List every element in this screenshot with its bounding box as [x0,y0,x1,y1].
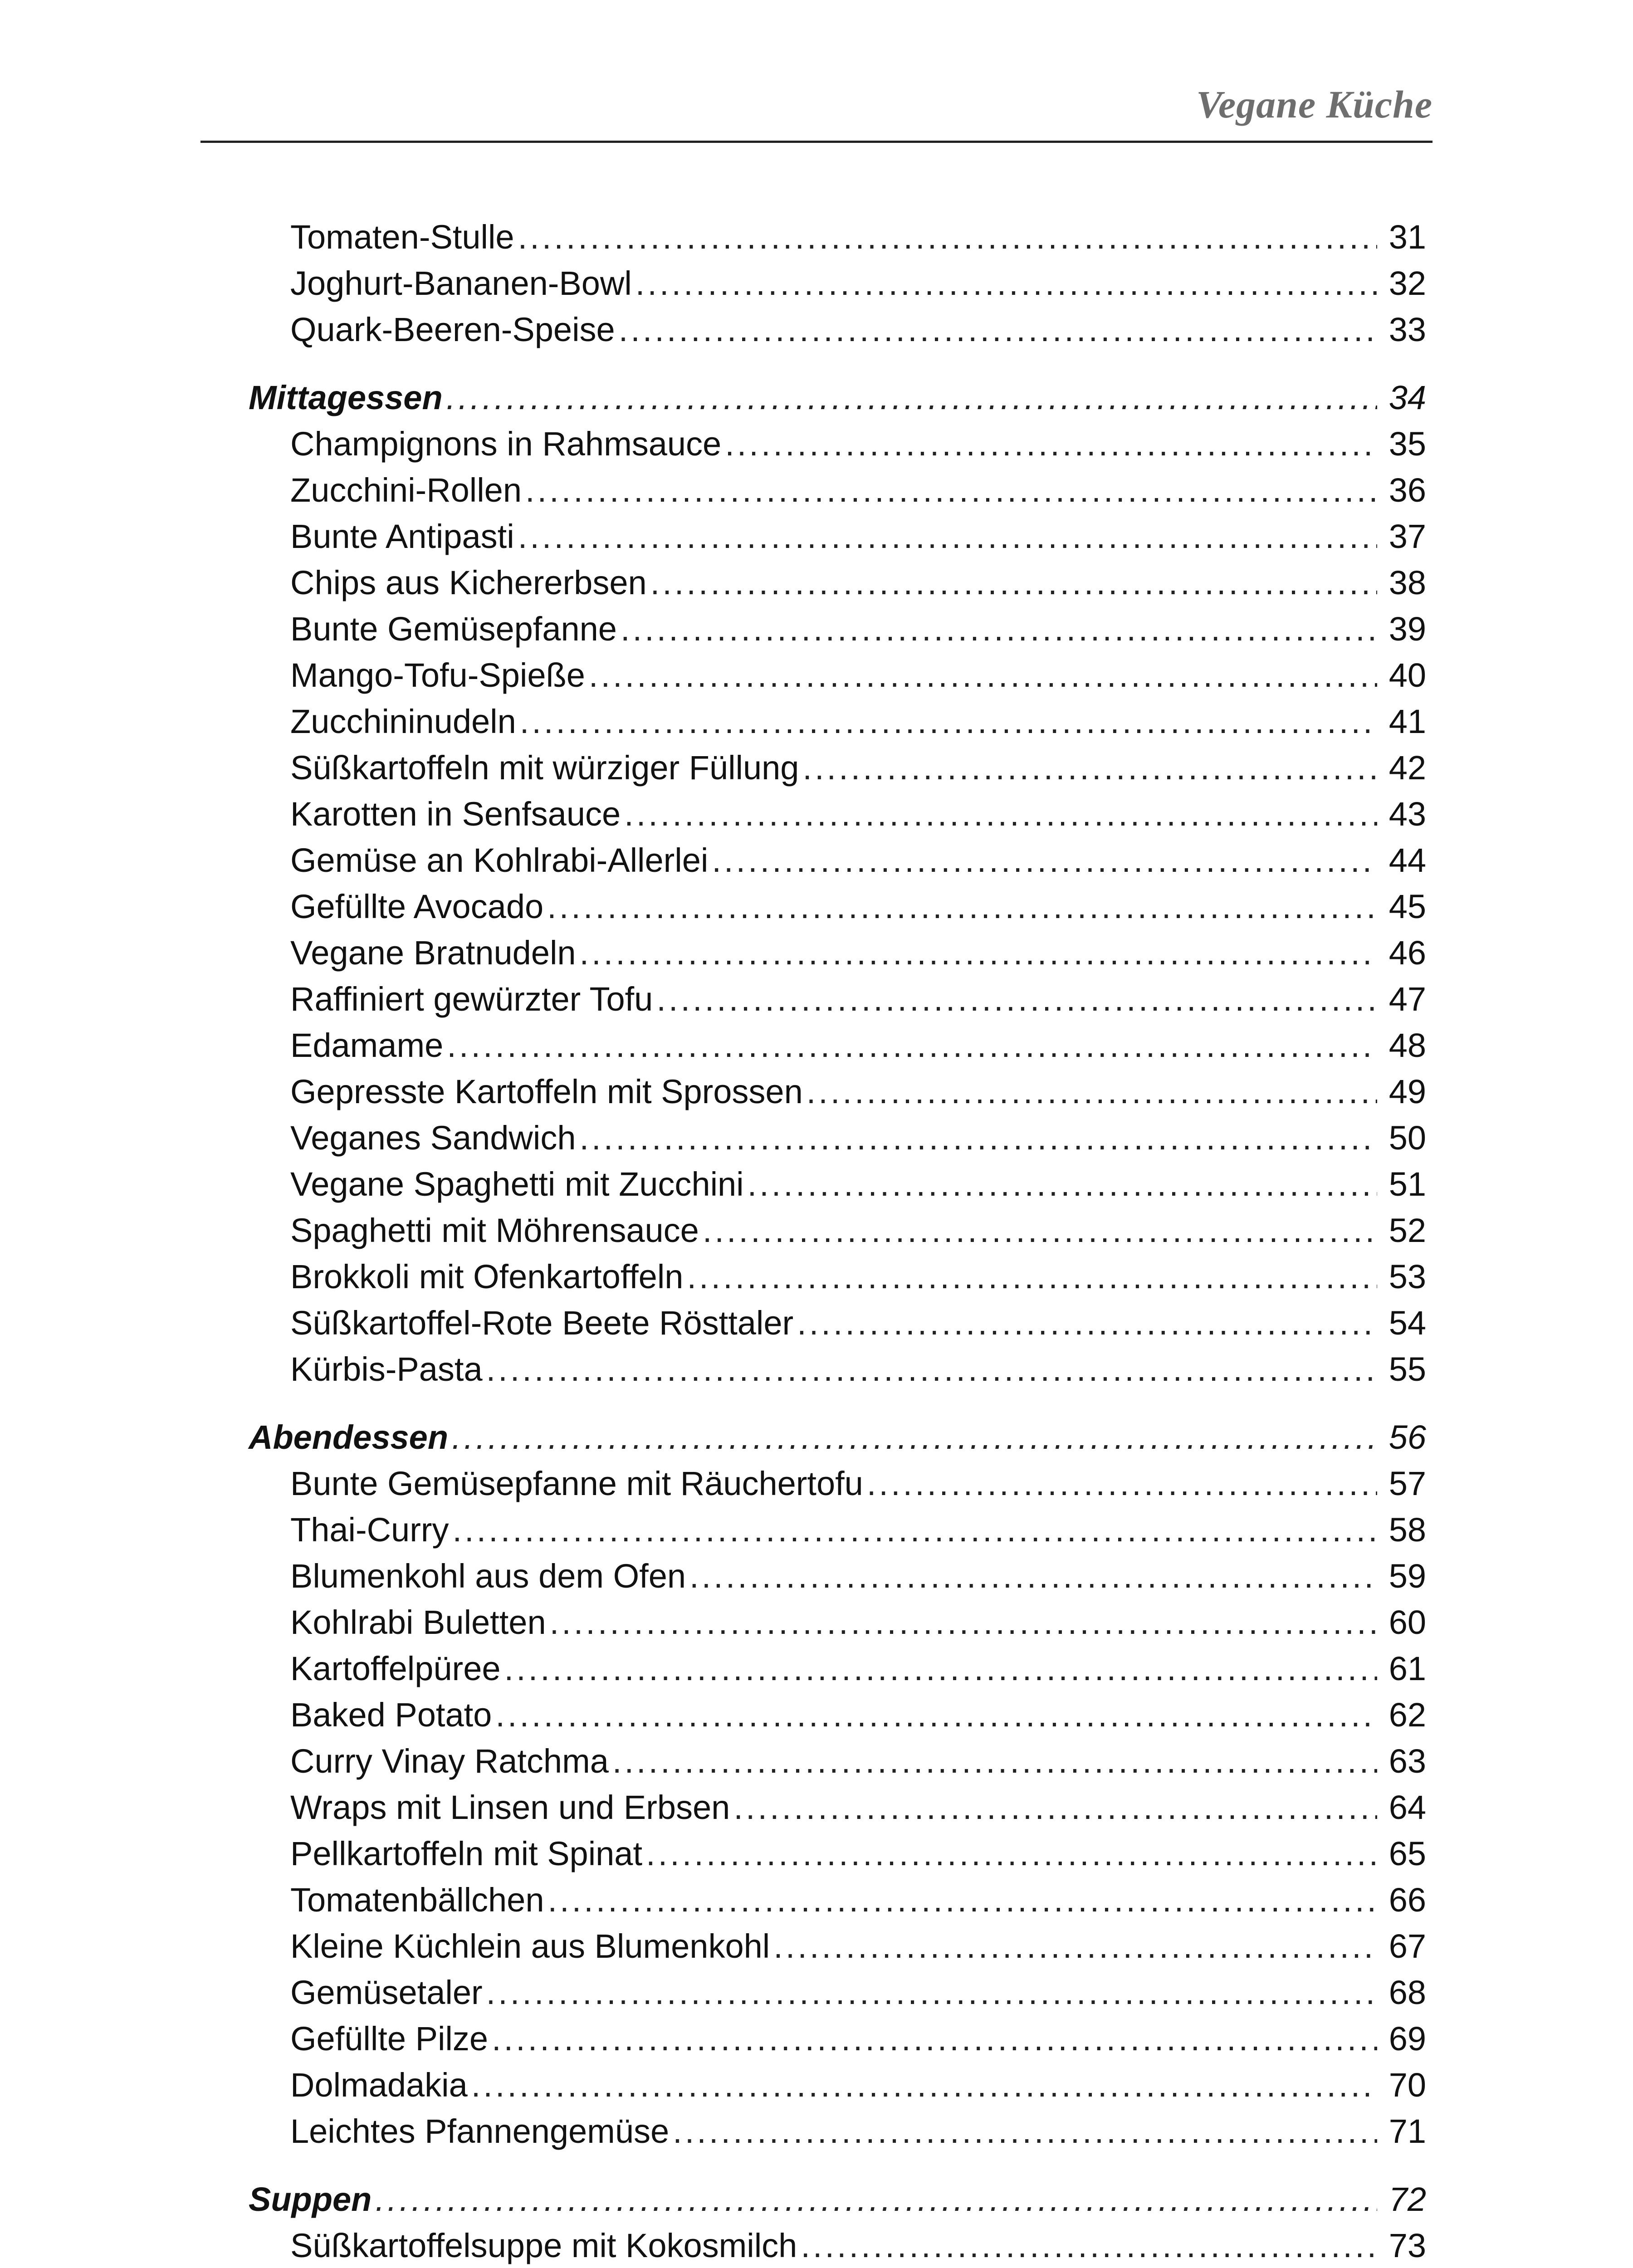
toc-entry-title: Edamame [290,1022,447,1069]
toc-page-number: 33 [1389,311,1426,348]
dot-leader [504,1646,1377,1692]
toc-entry[interactable] [249,837,1426,884]
toc-entry[interactable] [249,791,1426,837]
toc-page-number: 47 [1389,980,1426,1018]
toc-entry-title: Dolmadakia [290,2062,471,2108]
toc-entry[interactable] [249,513,1426,560]
running-header-title: Vegane Küche [1196,83,1433,126]
dot-leader [486,1346,1377,1393]
toc-page-number: 46 [1389,934,1426,972]
toc-page-number: 37 [1389,518,1426,555]
toc-entry-title: Kleine Küchlein aus Blumenkohl [290,1923,773,1970]
dot-leader [492,2016,1377,2062]
dot-leader [801,2223,1377,2268]
toc-page-number: 64 [1389,1789,1426,1826]
toc-entry[interactable] [249,467,1426,513]
toc-page-number: 60 [1389,1603,1426,1641]
toc-page-number: 68 [1389,1974,1426,2011]
toc-entry-title: Bunte Gemüsepfanne [290,606,621,652]
toc-entry-title: Tomatenbällchen [290,1877,548,1923]
toc-page-number: 61 [1389,1650,1426,1687]
toc-page-number: 63 [1389,1742,1426,1780]
dot-leader [446,375,1377,421]
toc-entry-title: Pellkartoffeln mit Spinat [290,1831,646,1877]
toc-page-number: 42 [1389,749,1426,787]
toc-entry-title: Gefüllte Pilze [290,2016,492,2062]
toc-entry[interactable] [249,1507,1426,1553]
toc-entry[interactable] [249,1300,1426,1346]
toc-entry[interactable] [249,1069,1426,1115]
dot-leader [495,1692,1377,1738]
toc-entry[interactable] [249,745,1426,791]
toc-entry-title: Curry Vinay Ratchma [290,1738,612,1784]
toc-page-number: 39 [1389,610,1426,648]
toc-page-number: 51 [1389,1165,1426,1203]
toc-page-number: 72 [1389,2180,1426,2218]
dot-leader [612,1738,1377,1784]
toc-entry[interactable] [249,1692,1426,1738]
toc-page-number: 49 [1389,1073,1426,1110]
toc-entry[interactable] [249,2223,1426,2268]
dot-leader [547,884,1377,930]
dot-leader [687,1254,1377,1300]
toc-page-number: 65 [1389,1835,1426,1872]
toc-entry[interactable] [249,884,1426,930]
dot-leader [579,1115,1377,1161]
toc-entry-title: Kürbis-Pasta [290,1346,486,1393]
dot-leader [773,1923,1377,1970]
dot-leader [802,745,1377,791]
dot-leader [867,1461,1377,1507]
dot-leader [471,2062,1377,2108]
dot-leader [621,606,1377,652]
toc-entry-title: Zucchini-Rollen [290,467,525,513]
toc-entry-title: Kartoffelpüree [290,1646,504,1692]
dot-leader [452,1507,1377,1553]
toc-page-number: 73 [1389,2227,1426,2264]
dot-leader [733,1784,1377,1831]
toc-page-number: 54 [1389,1304,1426,1342]
toc-entry[interactable] [249,1646,1426,1692]
toc-entry[interactable] [249,1877,1426,1923]
toc-entry-title: Süßkartoffelsuppe mit Kokosmilch [290,2223,801,2268]
dot-leader [452,1414,1377,1461]
toc-entry[interactable] [249,1022,1426,1069]
table-of-contents [249,214,1426,2268]
toc-entry[interactable] [249,1207,1426,1254]
toc-entry[interactable] [249,976,1426,1022]
toc-entry-title: Vegane Bratnudeln [290,930,580,976]
toc-page-number: 52 [1389,1212,1426,1249]
dot-leader [656,976,1377,1022]
dot-leader [580,930,1377,976]
toc-entry-title: Bunte Gemüsepfanne mit Räuchertofu [290,1461,867,1507]
toc-page-number: 32 [1389,264,1426,302]
dot-leader [619,307,1377,353]
dot-leader [624,791,1377,837]
toc-entry-title: Süßkartoffeln mit würziger Füllung [290,745,802,791]
toc-section-title: Mittagessen [249,375,446,421]
dot-leader [712,837,1377,884]
toc-entry-title: Veganes Sandwich [290,1115,579,1161]
dot-leader [689,1553,1377,1599]
toc-entry[interactable] [249,606,1426,652]
toc-entry[interactable] [249,421,1426,467]
dot-leader [550,1599,1377,1646]
toc-entry[interactable] [249,699,1426,745]
toc-entry[interactable] [249,307,1426,353]
toc-page-number: 58 [1389,1511,1426,1549]
toc-entry-title: Thai-Curry [290,1507,452,1553]
toc-entry-title: Gepresste Kartoffeln mit Sprossen [290,1069,807,1115]
toc-entry-title: Leichtes Pfannengemüse [290,2108,673,2155]
toc-entry-title: Raffiniert gewürzter Tofu [290,976,656,1022]
toc-section-title: Abendessen [249,1414,452,1461]
toc-page-number: 38 [1389,564,1426,601]
toc-entry-title: Gemüsetaler [290,1970,486,2016]
toc-entry[interactable] [249,1784,1426,1831]
toc-entry[interactable] [249,2016,1426,2062]
toc-entry[interactable] [249,652,1426,699]
dot-leader [548,1877,1377,1923]
toc-entry-title: Kohlrabi Buletten [290,1599,550,1646]
toc-entry-title: Baked Potato [290,1692,495,1738]
toc-entry-title: Brokkoli mit Ofenkartoffeln [290,1254,687,1300]
toc-page-number: 31 [1389,218,1426,256]
toc-entry-title: Wraps mit Linsen und Erbsen [290,1784,733,1831]
toc-entry[interactable] [249,2062,1426,2108]
dot-leader [589,652,1377,699]
toc-page-number: 35 [1389,425,1426,463]
toc-section-entry[interactable] [249,2176,1426,2223]
toc-page-number: 48 [1389,1026,1426,1064]
dot-leader [797,1300,1377,1346]
toc-page-number: 62 [1389,1696,1426,1734]
toc-entry-title: Karotten in Senfsauce [290,791,624,837]
toc-entry[interactable] [249,1831,1426,1877]
toc-page-number: 57 [1389,1465,1426,1502]
dot-leader [525,467,1377,513]
toc-section-entry[interactable] [249,1414,1426,1461]
toc-entry[interactable] [249,2108,1426,2155]
toc-entry[interactable] [249,1254,1426,1300]
toc-entry[interactable] [249,1346,1426,1393]
toc-section-title: Suppen [249,2176,375,2223]
toc-entry[interactable] [249,1115,1426,1161]
toc-entry-title: Champignons in Rahmsauce [290,421,725,467]
toc-section-entry[interactable] [249,375,1426,421]
toc-entry[interactable] [249,1970,1426,2016]
dot-leader [650,560,1377,606]
toc-page-number: 69 [1389,2020,1426,2058]
toc-entry-title: Gefüllte Avocado [290,884,547,930]
header-rule [200,141,1433,143]
toc-entry[interactable] [249,560,1426,606]
dot-leader [636,260,1377,307]
toc-entry-title: Zucchininudeln [290,699,520,745]
toc-entry-title: Tomaten-Stulle [290,214,518,260]
toc-page-number: 36 [1389,471,1426,509]
toc-page-number: 59 [1389,1557,1426,1595]
toc-page-number: 71 [1389,2112,1426,2150]
dot-leader [646,1831,1377,1877]
toc-entry[interactable] [249,1599,1426,1646]
dot-leader [518,513,1377,560]
toc-page-number: 45 [1389,888,1426,925]
toc-page-number: 44 [1389,841,1426,879]
dot-leader [673,2108,1377,2155]
toc-page-number: 67 [1389,1927,1426,1965]
dot-leader [748,1161,1377,1207]
toc-entry[interactable] [249,1553,1426,1599]
dot-leader [807,1069,1377,1115]
dot-leader [375,2176,1377,2223]
dot-leader [703,1207,1377,1254]
toc-page-number: 55 [1389,1350,1426,1388]
toc-entry-title: Blumenkohl aus dem Ofen [290,1553,689,1599]
toc-page-number: 43 [1389,795,1426,833]
dot-leader [518,214,1377,260]
dot-leader [447,1022,1377,1069]
toc-page-number: 41 [1389,703,1426,740]
toc-entry[interactable] [249,260,1426,307]
toc-entry-title: Gemüse an Kohlrabi-Allerlei [290,837,712,884]
toc-entry-title: Mango-Tofu-Spieße [290,652,589,699]
toc-entry[interactable] [249,214,1426,260]
toc-entry-title: Spaghetti mit Möhrensauce [290,1207,703,1254]
toc-entry-title: Bunte Antipasti [290,513,518,560]
dot-leader [486,1970,1377,2016]
toc-entry-title: Chips aus Kichererbsen [290,560,650,606]
toc-entry[interactable] [249,1461,1426,1507]
toc-entry[interactable] [249,1161,1426,1207]
toc-entry-title: Vegane Spaghetti mit Zucchini [290,1161,748,1207]
toc-page-number: 40 [1389,656,1426,694]
toc-entry-title: Süßkartoffel-Rote Beete Rösttaler [290,1300,797,1346]
toc-entry[interactable] [249,930,1426,976]
toc-page-number: 70 [1389,2066,1426,2104]
toc-page-number: 53 [1389,1258,1426,1295]
dot-leader [520,699,1377,745]
toc-entry[interactable] [249,1923,1426,1970]
toc-entry-title: Joghurt-Bananen-Bowl [290,260,636,307]
toc-entry-title: Quark-Beeren-Speise [290,307,619,353]
toc-page-number: 66 [1389,1881,1426,1919]
dot-leader [725,421,1377,467]
toc-entry[interactable] [249,1738,1426,1784]
toc-page-number: 50 [1389,1119,1426,1157]
toc-page-number: 56 [1389,1418,1426,1456]
toc-page-number: 34 [1389,379,1426,416]
